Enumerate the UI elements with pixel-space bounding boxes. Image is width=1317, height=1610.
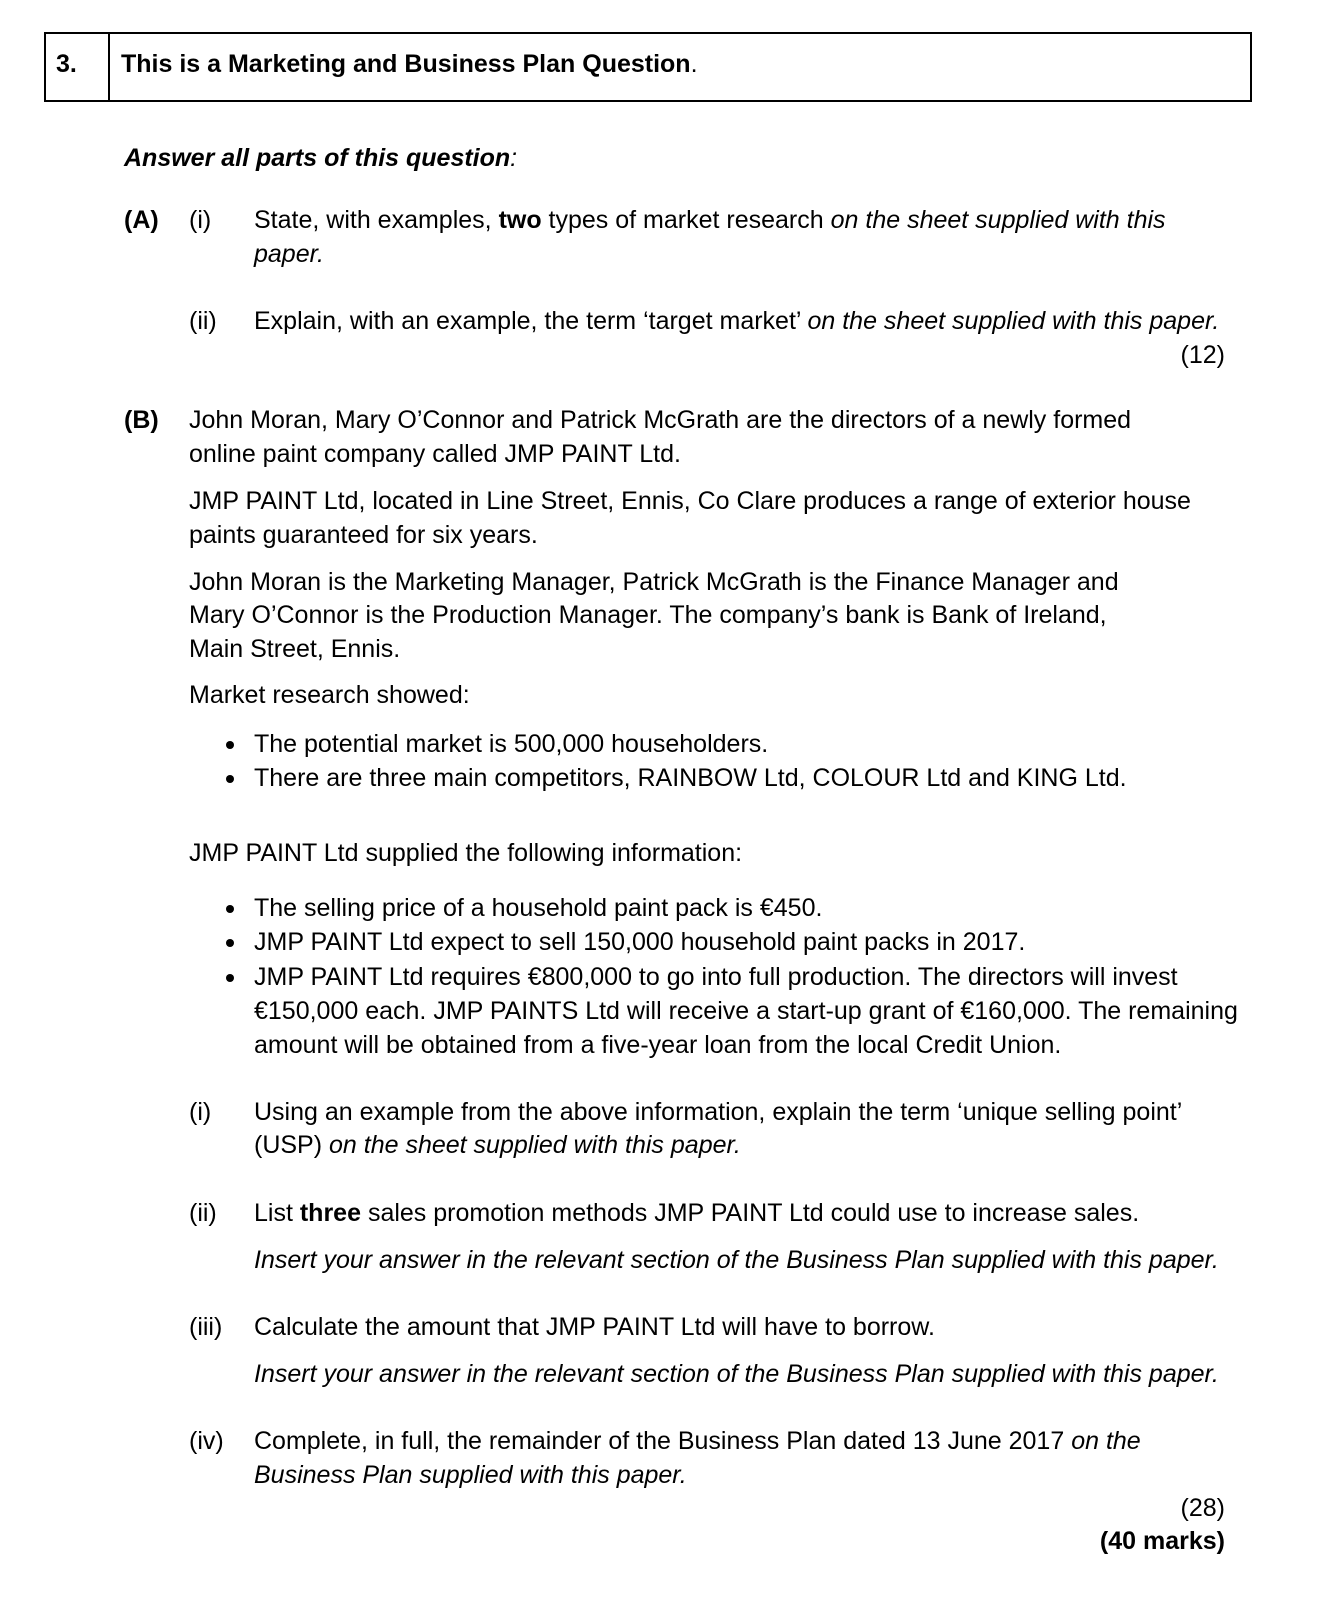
part-b-p1-line2: online paint company called JMP PAINT Ltd.	[189, 440, 681, 468]
part-b-p2-line2: paints guaranteed for six years.	[189, 521, 538, 549]
part-b-marks: (28)	[1180, 1494, 1225, 1522]
part-b-i-number: (i)	[189, 1098, 212, 1126]
research-heading: Market research showed:	[189, 681, 470, 709]
part-a-ii-number: (ii)	[189, 307, 217, 335]
part-b-p3-line1: John Moran is the Marketing Manager, Patrick McGrath is the Finance Manager and	[189, 568, 1119, 596]
info-bullet-3-line2: €150,000 each. JMP PAINTS Ltd will receive a start-up grant of €160,000. The remaining	[254, 997, 1238, 1025]
part-b-label: (B)	[124, 406, 159, 434]
part-b-iv-line2: Business Plan supplied with this paper.	[254, 1461, 687, 1489]
question-title: This is a Marketing and Business Plan Question.	[121, 50, 698, 78]
info-bullet-1: The selling price of a household paint pack is €450.	[254, 894, 823, 922]
part-a-marks: (12)	[1180, 341, 1225, 369]
bullet-marker	[226, 741, 234, 749]
bullet-marker	[226, 974, 234, 982]
total-marks: (40 marks)	[1099, 1527, 1225, 1555]
bullet-marker	[226, 905, 234, 913]
research-bullet-2: There are three main competitors, RAINBOW Ltd, COLOUR Ltd and KING Ltd.	[254, 764, 1127, 792]
part-b-iv-number: (iv)	[189, 1427, 224, 1455]
part-b-p1-line1: John Moran, Mary O’Connor and Patrick McGrath are the directors of a newly formed	[189, 406, 1132, 434]
research-bullet-1: The potential market is 500,000 householders.	[254, 730, 769, 758]
part-b-ii-text: List three sales promotion methods JMP PAINT Ltd could use to increase sales.	[254, 1199, 1140, 1227]
part-a-i-line1: State, with examples, two types of market research on the sheet supplied with this	[254, 206, 1166, 234]
part-b-p3-line2: Mary O’Connor is the Production Manager. The company’s bank is Bank of Ireland,	[189, 601, 1107, 629]
part-b-iii-number: (iii)	[189, 1313, 223, 1341]
part-b-iii-note: Insert your answer in the relevant section of the Business Plan supplied with this paper.	[254, 1360, 1219, 1388]
info-bullet-3-line1: JMP PAINT Ltd requires €800,000 to go into full production. The directors will invest	[254, 963, 1178, 991]
part-a-i-line2: paper.	[254, 240, 324, 268]
part-b-i-line2: (USP) on the sheet supplied with this paper.	[254, 1131, 741, 1159]
info-bullet-3-line3: amount will be obtained from a five-year loan from the local Credit Union.	[254, 1031, 1062, 1059]
question-number: 3.	[56, 50, 77, 78]
header-divider	[108, 32, 110, 102]
part-a-label: (A)	[124, 206, 159, 234]
part-b-p3-line3: Main Street, Ennis.	[189, 635, 401, 663]
part-b-ii-note: Insert your answer in the relevant section of the Business Plan supplied with this paper.	[254, 1246, 1219, 1274]
part-b-iii-text: Calculate the amount that JMP PAINT Ltd will have to borrow.	[254, 1313, 935, 1341]
info-heading: JMP PAINT Ltd supplied the following information:	[189, 839, 743, 867]
instruction: Answer all parts of this question:	[124, 144, 518, 172]
part-a-ii-text: Explain, with an example, the term ‘target market’ on the sheet supplied with this paper.	[254, 307, 1220, 335]
bullet-marker	[226, 775, 234, 783]
part-b-ii-number: (ii)	[189, 1199, 217, 1227]
part-b-p2-line1: JMP PAINT Ltd, located in Line Street, Ennis, Co Clare produces a range of exterior house	[189, 487, 1191, 515]
part-b-iv-line1: Complete, in full, the remainder of the Business Plan dated 13 June 2017 on the	[254, 1427, 1141, 1455]
info-bullet-2: JMP PAINT Ltd expect to sell 150,000 household paint packs in 2017.	[254, 928, 1026, 956]
bullet-marker	[226, 939, 234, 947]
part-a-i-number: (i)	[189, 206, 212, 234]
part-b-i-line1: Using an example from the above information, explain the term ‘unique selling point’	[254, 1098, 1183, 1126]
